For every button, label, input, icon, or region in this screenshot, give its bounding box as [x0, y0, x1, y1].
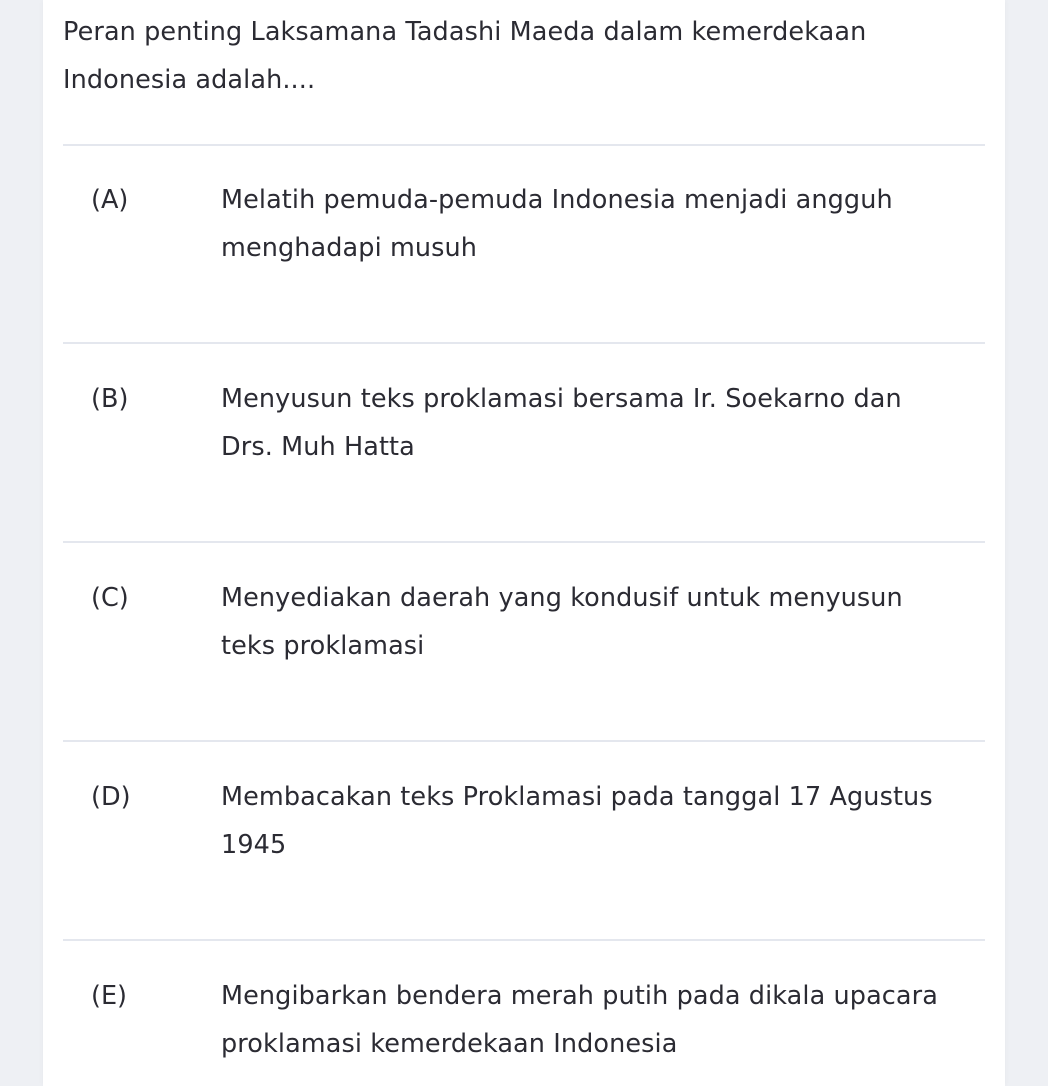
- option-d[interactable]: [63, 773, 985, 923]
- option-c[interactable]: [63, 574, 985, 724]
- option-text: Mengibarkan bendera merah putih pada dikala upacara proklamasi kemerdekaan Indonesia: [221, 981, 938, 1059]
- option-text: Menyediakan daerah yang kondusif untuk menyusun teks proklamasi: [221, 583, 903, 661]
- option-letter: (A): [91, 185, 129, 215]
- option-text: Melatih pemuda-pemuda Indonesia menjadi angguh menghadapi musuh: [221, 185, 893, 263]
- divider: [63, 541, 985, 543]
- option-text: Menyusun teks proklamasi bersama Ir. Soekarno dan Drs. Muh Hatta: [221, 384, 902, 462]
- option-letter: (B): [91, 384, 129, 414]
- question-text: Peran penting Laksamana Tadashi Maeda dalam kemerdekaan Indonesia adalah....: [63, 17, 867, 95]
- option-letter: (D): [91, 782, 131, 812]
- question-card: [43, 0, 1005, 1086]
- divider: [63, 144, 985, 146]
- option-e[interactable]: [63, 972, 985, 1082]
- divider: [63, 740, 985, 742]
- divider: [63, 939, 985, 941]
- option-text: Membacakan teks Proklamasi pada tanggal 17 Agustus 1945: [221, 782, 933, 860]
- option-a[interactable]: [63, 176, 985, 326]
- option-letter: (C): [91, 583, 129, 613]
- option-b[interactable]: [63, 375, 985, 525]
- option-letter: (E): [91, 981, 128, 1011]
- divider: [63, 342, 985, 344]
